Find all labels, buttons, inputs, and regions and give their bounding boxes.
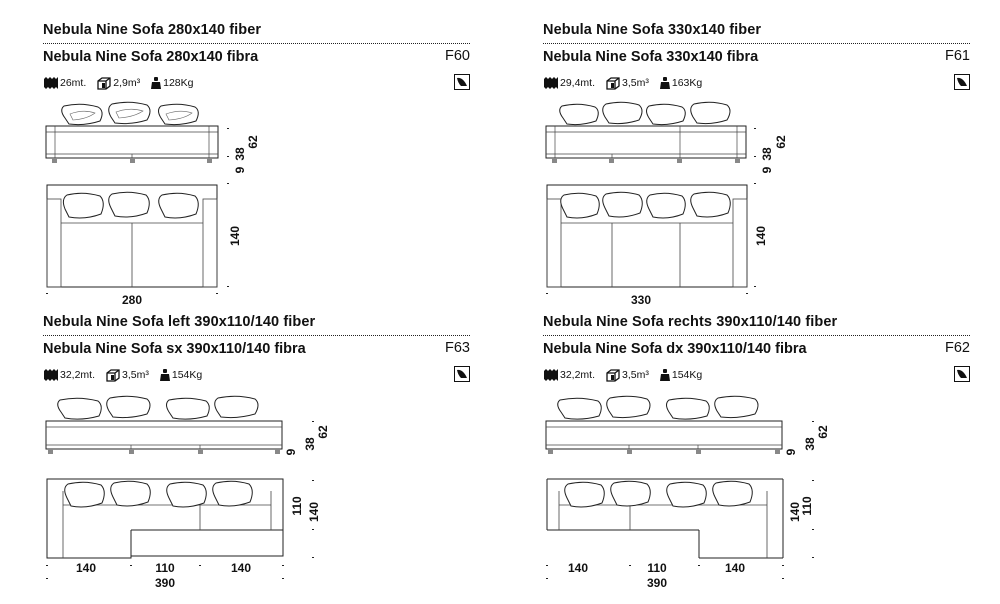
spec-fabric: [543, 76, 595, 90]
dimension-width: 330: [630, 293, 652, 307]
dotted-divider: [43, 43, 470, 44]
spec-row: [43, 75, 203, 91]
spec-weight: [150, 76, 193, 90]
spec-row: [543, 367, 712, 383]
weight-icon: [659, 368, 671, 382]
dimension-height: 62: [246, 135, 260, 149]
dimension-seat-height: 38: [233, 147, 247, 161]
weight-icon: [659, 76, 671, 90]
dimension-depth: 140: [754, 225, 768, 247]
product-title-en: Nebula Nine Sofa 280x140 fiber: [43, 22, 262, 38]
sofa-top-view: [547, 479, 783, 558]
dimension-seat-height: 38: [760, 147, 774, 161]
product-card-f62: [543, 314, 973, 604]
volume-amount: 3,5m³: [122, 369, 149, 381]
sofa-front-view: [46, 102, 218, 163]
product-title-it: Nebula Nine Sofa 280x140 fibra: [43, 49, 259, 65]
weight-icon: [159, 368, 171, 382]
sofa-technical-drawing: [543, 388, 973, 604]
spec-weight: [159, 368, 202, 382]
fiber-filling-icon: [954, 366, 970, 382]
spec-volume: [105, 368, 149, 382]
product-card-f60: [43, 22, 473, 312]
sofa-top-view: [47, 479, 283, 558]
weight-icon: [150, 76, 162, 90]
box-volume-icon: [605, 368, 621, 382]
dimension-leg-height: 9: [284, 448, 298, 456]
spec-fabric: [543, 368, 595, 382]
fiber-filling-icon: [454, 74, 470, 90]
dimension-depth-short: 110: [800, 496, 814, 516]
fabric-icon: [543, 76, 559, 90]
spec-volume: [605, 368, 649, 382]
dimension-depth-long: 140: [307, 501, 321, 523]
dimension-leg-height: 9: [233, 166, 247, 174]
product-code: F61: [945, 48, 970, 64]
sofa-top-view: [47, 185, 217, 287]
product-title-en: Nebula Nine Sofa 330x140 fiber: [543, 22, 762, 38]
dimension-depth-long: 140: [788, 501, 802, 523]
fabric-icon: [43, 368, 59, 382]
box-volume-icon: [605, 76, 621, 90]
volume-amount: 3,5m³: [622, 77, 649, 89]
sofa-technical-drawing: [43, 96, 473, 312]
weight-amount: 163Kg: [671, 77, 703, 89]
fabric-icon: [543, 368, 559, 382]
dimension-left-section: 140: [567, 561, 589, 575]
dimension-middle-section: 110: [647, 561, 667, 575]
dimension-depth: 140: [228, 225, 242, 247]
spec-volume: [605, 76, 649, 90]
dimension-seat-height: 38: [303, 437, 317, 451]
dimension-total-width: 390: [154, 576, 176, 590]
dimension-height: 62: [816, 425, 830, 439]
dotted-divider: [43, 335, 470, 336]
fabric-amount: 32,2mt.: [560, 369, 596, 381]
dotted-divider: [543, 43, 970, 44]
dimension-middle-section: 110: [155, 561, 175, 575]
dimension-height: 62: [774, 135, 788, 149]
spec-fabric: [43, 368, 95, 382]
fiber-filling-icon: [954, 74, 970, 90]
dimension-depth-short: 110: [290, 496, 304, 516]
spec-fabric: [43, 76, 86, 90]
fabric-amount: 32,2mt.: [60, 369, 96, 381]
product-card-f61: [543, 22, 973, 312]
fabric-amount: 29,4mt.: [560, 77, 596, 89]
dimension-leg-height: 9: [760, 166, 774, 174]
dimension-leg-height: 9: [784, 448, 798, 456]
product-card-f63: [43, 314, 473, 604]
dimension-right-section: 140: [230, 561, 252, 575]
spec-row: [543, 75, 712, 91]
sofa-front-view: [546, 396, 782, 454]
dimension-seat-height: 38: [803, 437, 817, 451]
fiber-filling-icon: [454, 366, 470, 382]
weight-amount: 154Kg: [671, 369, 703, 381]
volume-amount: 3,5m³: [622, 369, 649, 381]
box-volume-icon: [96, 76, 112, 90]
spec-row: [43, 367, 212, 383]
box-volume-icon: [105, 368, 121, 382]
spec-volume: [96, 76, 140, 90]
product-title-it: Nebula Nine Sofa sx 390x110/140 fibra: [43, 341, 306, 357]
product-code: F60: [445, 48, 470, 64]
dimension-right-section: 140: [724, 561, 746, 575]
dimension-left-section: 140: [75, 561, 97, 575]
dimension-width: 280: [121, 293, 143, 307]
sofa-top-view: [547, 185, 747, 287]
spec-weight: [659, 368, 702, 382]
fabric-icon: [43, 76, 59, 90]
sofa-technical-drawing: [43, 388, 473, 604]
dimension-total-width: 390: [646, 576, 668, 590]
sofa-front-view: [546, 102, 746, 163]
product-title-en: Nebula Nine Sofa left 390x110/140 fiber: [43, 314, 316, 330]
volume-amount: 2,9m³: [113, 77, 141, 89]
sofa-technical-drawing: [543, 96, 973, 312]
fabric-amount: 26mt.: [60, 77, 87, 89]
product-title-it: Nebula Nine Sofa 330x140 fibra: [543, 49, 759, 65]
product-title-it: Nebula Nine Sofa dx 390x110/140 fibra: [543, 341, 807, 357]
dimension-height: 62: [316, 425, 330, 439]
spec-weight: [659, 76, 702, 90]
weight-amount: 154Kg: [171, 369, 203, 381]
weight-amount: 128Kg: [163, 77, 194, 89]
product-code: F62: [945, 340, 970, 356]
dotted-divider: [543, 335, 970, 336]
product-title-en: Nebula Nine Sofa rechts 390x110/140 fiber: [543, 314, 838, 330]
sofa-front-view: [46, 396, 282, 454]
product-code: F63: [445, 340, 470, 356]
